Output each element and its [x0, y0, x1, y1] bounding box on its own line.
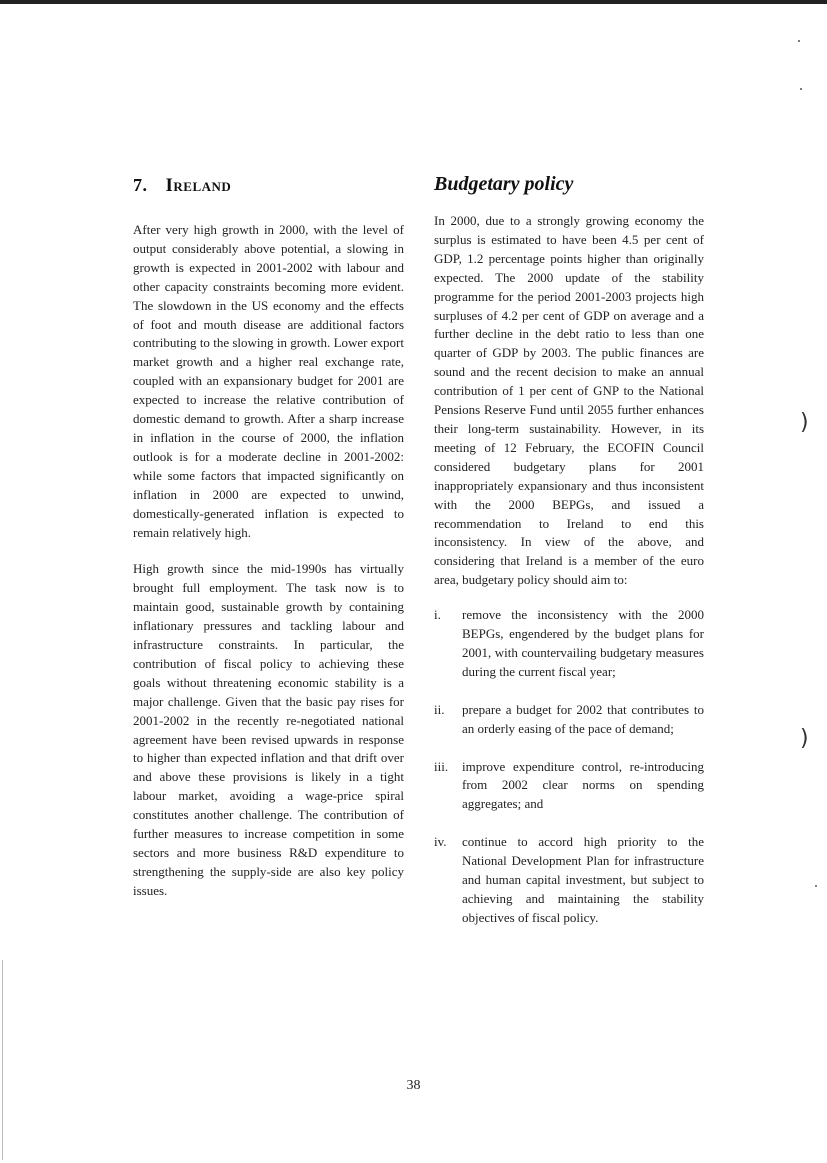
list-marker: iv. [434, 834, 447, 850]
top-border-rule [0, 0, 827, 4]
right-column [434, 212, 704, 947]
section-heading [133, 175, 231, 197]
left-column [133, 221, 404, 919]
list-item-text: remove the inconsistency with the 2000 BEPGs, engendered by the budget plans for 2001, with countervailing budgetary measures during the current fiscal year; [462, 607, 704, 679]
list-item [434, 758, 704, 815]
scan-speck [798, 40, 800, 42]
list-item [434, 606, 704, 682]
section-title: Ireland [165, 175, 232, 196]
paragraph-budget-intro: In 2000, due to a strongly growing economy the surplus is estimated to have been 4.5 per cent of GDP, 1.2 percentage points higher than originally expected. The 2000 update of the stability programme for the period 2001-2003 projects high surpluses of 4.2 per cent of GDP on average and a further decline in the debt ratio to less than one quarter of GDP by 2003. The public finances are sound and the recent decision to make an annual contribution of 1 per cent of GNP to the National Pensions Reserve Fund until 2055 further enhances their long-term sustainability. However, in its meeting of 12 February, the ECOFIN Council considered budgetary plans for 2001 inappropriately expansionary and thus inconsistent with the 2000 BEPGs, and issued a recommendation to Ireland to end this inconsistency. In view of the above, and considering that Ireland is a member of the euro area, budgetary policy should aim to: [434, 213, 704, 588]
list-item-text: prepare a budget for 2002 that contributes to an orderly easing of the pace of demand; [462, 701, 704, 736]
list-item-text: continue to accord high priority to the National Development Plan for infrastructure and human capital investment, but subject to achieving and maintaining the stability objectives of fiscal policy. [462, 834, 704, 925]
scan-edge-line [2, 960, 3, 1160]
budgetary-policy-heading: Budgetary policy [434, 173, 574, 195]
page-number: 38 [406, 1078, 421, 1093]
policy-recommendations-list [434, 606, 704, 928]
binding-hole-mark: ) [800, 410, 809, 435]
paragraph-challenges: High growth since the mid-1990s has virtually brought full employment. The task now is to maintain good, sustainable growth by containing inflationary pressures and tackling labour and infrastructure constraints. In particular, the contribution of fiscal policy to achieving these goals without threatening economic stability is a major challenge. Given that the basic pay rises for 2001-2002 in the recently re-negotiated national agreement have been revised upwards in response to higher than expected inflation and that drift over and above these provisions is likely in a tight labour market, avoiding a wage-price spiral constitutes another challenge. The contribution of further measures to increase competition in some sectors and more business R&D expenditure to strengthening the supply-side are also key policy issues. [133, 561, 404, 898]
binding-hole-mark: ) [800, 726, 809, 751]
section-number: 7. [133, 175, 148, 195]
list-item [434, 833, 704, 928]
list-marker: ii. [434, 701, 445, 717]
scan-speck [815, 885, 817, 887]
scan-speck [800, 88, 802, 90]
list-item-text: improve expenditure control, re-introducing from 2002 clear norms on spending aggregates; and [462, 758, 704, 812]
list-marker: iii. [434, 758, 449, 774]
paragraph-outlook: After very high growth in 2000, with the level of output considerably above potential, a slowing in growth is expected in 2001-2002 with labour and other capacity constraints becoming more evident. The slowdown in the US economy and the effects of foot and mouth disease are additional factors contributing to the slowing in growth. Lower export market growth and a higher real exchange rate, coupled with an expansionary budget for 2001 are expected to increase the relative contribution of domestic demand to growth. After a sharp increase in inflation in the course of 2000, the inflation outlook is for a moderate decline in 2001-2002: while some factors that impacted significantly on inflation in 2000 are expected to unwind, domestically-generated inflation is expected to remain relatively high. [133, 222, 404, 540]
list-marker: i. [434, 607, 441, 623]
list-item [434, 701, 704, 739]
